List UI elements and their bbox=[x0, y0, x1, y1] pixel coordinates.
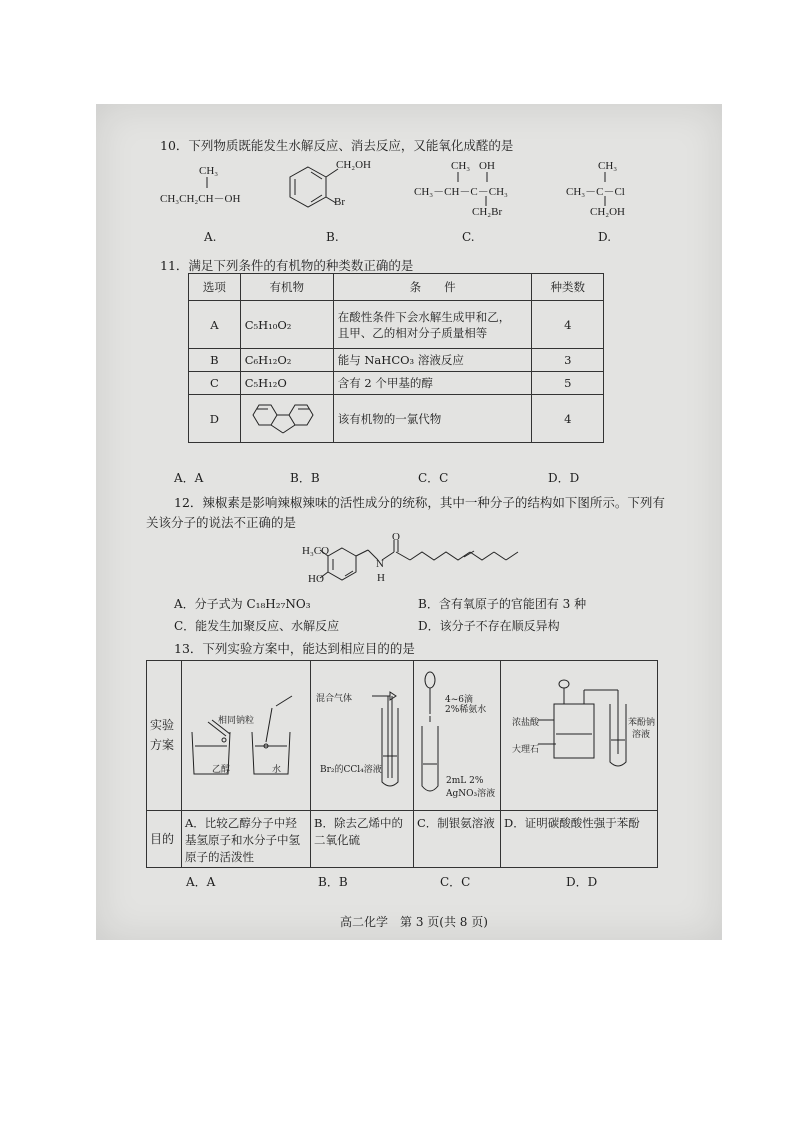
q11-table bbox=[188, 273, 604, 443]
q10-b-ch2oh: CH₂OH bbox=[336, 159, 372, 171]
q13-answer-d: D．D bbox=[566, 875, 598, 889]
q11-answer-c: C．C bbox=[418, 471, 449, 485]
q12-hydroxy-label: HO bbox=[308, 573, 324, 585]
apparatus-a-water-label: 水 bbox=[272, 765, 282, 775]
q13-answer-b: B．B bbox=[318, 875, 348, 889]
q11-row-d-count: 4 bbox=[532, 395, 604, 443]
q11-row-c-compound: C₅H₁₂O bbox=[240, 372, 333, 395]
table-row bbox=[189, 395, 604, 443]
table-row bbox=[189, 372, 604, 395]
q11-answer-d: D．D bbox=[548, 471, 580, 485]
apparatus-c-ammonia-label: 2%稀氨水 bbox=[445, 705, 487, 715]
q10-option-c: C. bbox=[462, 230, 475, 244]
q11-row-b-option: B bbox=[189, 349, 241, 372]
apparatus-b-solution-label: Br₂的CCl₄溶液 bbox=[320, 765, 382, 775]
q13-purpose-a: A．比较乙醇分子中羟基氢原子和水分子中氢原子的活泼性 bbox=[185, 816, 300, 864]
q12-nitrogen-label: N bbox=[376, 558, 384, 570]
q13-stem: 13．下列实验方案中，能达到相应目的的是 bbox=[174, 641, 415, 656]
q11-row-a-option: A bbox=[189, 301, 241, 349]
q13-answer-a: A．A bbox=[186, 875, 216, 889]
q10-d-ch2oh: CH₂OH bbox=[590, 206, 626, 218]
q11-row-c-count: 5 bbox=[532, 372, 604, 395]
q11-row-c-option: C bbox=[189, 372, 241, 395]
apparatus-a-ethanol-label: 乙醇 bbox=[212, 765, 231, 775]
q12-stem-line2: 关该分子的说法不正确的是 bbox=[146, 515, 297, 530]
q13-purpose-d: D．证明碳酸酸性强于苯酚 bbox=[504, 816, 640, 830]
q13-purpose-c: C．制银氨溶液 bbox=[417, 816, 495, 830]
q12-option-d: D．该分子不存在顺反异构 bbox=[418, 619, 560, 633]
q11-row-d-option: D bbox=[189, 395, 241, 443]
q10-a-methyl: CH₃ bbox=[199, 165, 219, 177]
q12-option-a: A．分子式为 C₁₈H₂₇NO₃ bbox=[174, 597, 311, 611]
q12-option-c: C．能发生加聚反应、水解反应 bbox=[174, 619, 340, 633]
q11-row-d-compound bbox=[240, 395, 333, 443]
q11-row-a-condition bbox=[333, 301, 532, 349]
q11-answer-a: A．A bbox=[174, 471, 204, 485]
q13-purpose-b: B．除去乙烯中的二氧化硫 bbox=[314, 816, 403, 847]
q10-b-br: Br bbox=[334, 196, 345, 208]
q13-col-divider bbox=[181, 660, 182, 867]
q11-row-b-condition: 能与 NaHCO₃ 溶液反应 bbox=[333, 349, 532, 372]
q13-col-divider bbox=[500, 660, 501, 867]
q11-answer-b: B．B bbox=[290, 471, 320, 485]
q10-c-ch2br: CH₂Br bbox=[472, 206, 503, 218]
q11-header-compound: 有机物 bbox=[240, 274, 333, 301]
q13-row1-label: 实验方案 bbox=[150, 718, 175, 752]
q11-row-b-compound: C₆H₁₂O₂ bbox=[240, 349, 333, 372]
q10-c-methyl: CH₃ bbox=[451, 160, 471, 172]
table-row bbox=[189, 301, 604, 349]
q10-option-b: B. bbox=[326, 230, 339, 244]
q11-row-b-count: 3 bbox=[532, 349, 604, 372]
table-row bbox=[189, 349, 604, 372]
apparatus-d-marble-label: 大理石 bbox=[512, 745, 540, 755]
q11-header-option: 选项 bbox=[189, 274, 241, 301]
q10-d-chain: CH₃－C－Cl bbox=[566, 186, 625, 198]
q10-stem: 10．下列物质既能发生水解反应、消去反应，又能氧化成醛的是 bbox=[160, 138, 514, 153]
q13-col-divider bbox=[310, 660, 311, 867]
capsaicin-structure bbox=[306, 530, 536, 592]
apparatus-d-acid-label: 浓盐酸 bbox=[512, 718, 540, 728]
q12-option-b: B．含有氧原子的官能团有 3 种 bbox=[418, 597, 587, 611]
apparatus-a-na-label: 相同钠粒 bbox=[218, 716, 255, 726]
apparatus-c-agno3-label: AgNO₃溶液 bbox=[446, 789, 496, 799]
q11-row-a-condition-line2: 且甲、乙的相对分子质量相等 bbox=[337, 325, 488, 340]
q10-c-chain: CH₃－CH－C－CH₃ bbox=[414, 186, 508, 198]
q11-row-c-condition: 含有 2 个甲基的醇 bbox=[333, 372, 532, 395]
q11-stem: 11．满足下列条件的有机物的种类数正确的是 bbox=[160, 258, 414, 273]
q12-stem-line1: 12．辣椒素是影响辣椒辣味的活性成分的统称，其中一种分子的结构如下图所示。下列有 bbox=[174, 495, 665, 510]
q11-row-a-count: 4 bbox=[532, 301, 604, 349]
q11-row-a-compound: C₅H₁₀O₂ bbox=[240, 301, 333, 349]
apparatus-c-drops-label: 4~6滴 bbox=[445, 695, 473, 705]
dibenzofuran-structure bbox=[245, 397, 329, 437]
q10-option-a: A. bbox=[204, 230, 217, 244]
apparatus-b-gas-label: 混合气体 bbox=[316, 694, 353, 704]
q13-row-divider bbox=[146, 810, 657, 811]
q10-a-bond bbox=[205, 177, 209, 189]
q13-answer-c: C．C bbox=[440, 875, 471, 889]
q10-option-d: D. bbox=[598, 230, 612, 244]
q11-row-d-condition: 该有机物的一氯代物 bbox=[333, 395, 532, 443]
q12-oxygen-label: O bbox=[392, 531, 400, 543]
apparatus-c-agno3-volume-label: 2mL 2% bbox=[446, 776, 484, 786]
apparatus-d-solution-label: 溶液 bbox=[632, 730, 651, 740]
q10-d-methyl: CH₃ bbox=[598, 160, 618, 172]
q11-header-condition: 条 件 bbox=[333, 274, 532, 301]
q10-c-hydroxy: OH bbox=[479, 160, 495, 172]
q11-header-count: 种类数 bbox=[532, 274, 604, 301]
q12-methoxy-label: H₃CO bbox=[302, 545, 330, 557]
q13-row2-label: 目的 bbox=[150, 832, 175, 846]
q11-row-a-condition-line1: 在酸性条件下会水解生成甲和乙， bbox=[337, 309, 511, 324]
q12-hydrogen-label: H bbox=[377, 572, 385, 584]
apparatus-d-phenolate-label: 苯酚钠 bbox=[628, 718, 656, 728]
q10-a-chain: CH₃CH₂CH－OH bbox=[160, 193, 241, 205]
page-footer: 高二化学 第 3 页(共 8 页) bbox=[340, 915, 488, 929]
